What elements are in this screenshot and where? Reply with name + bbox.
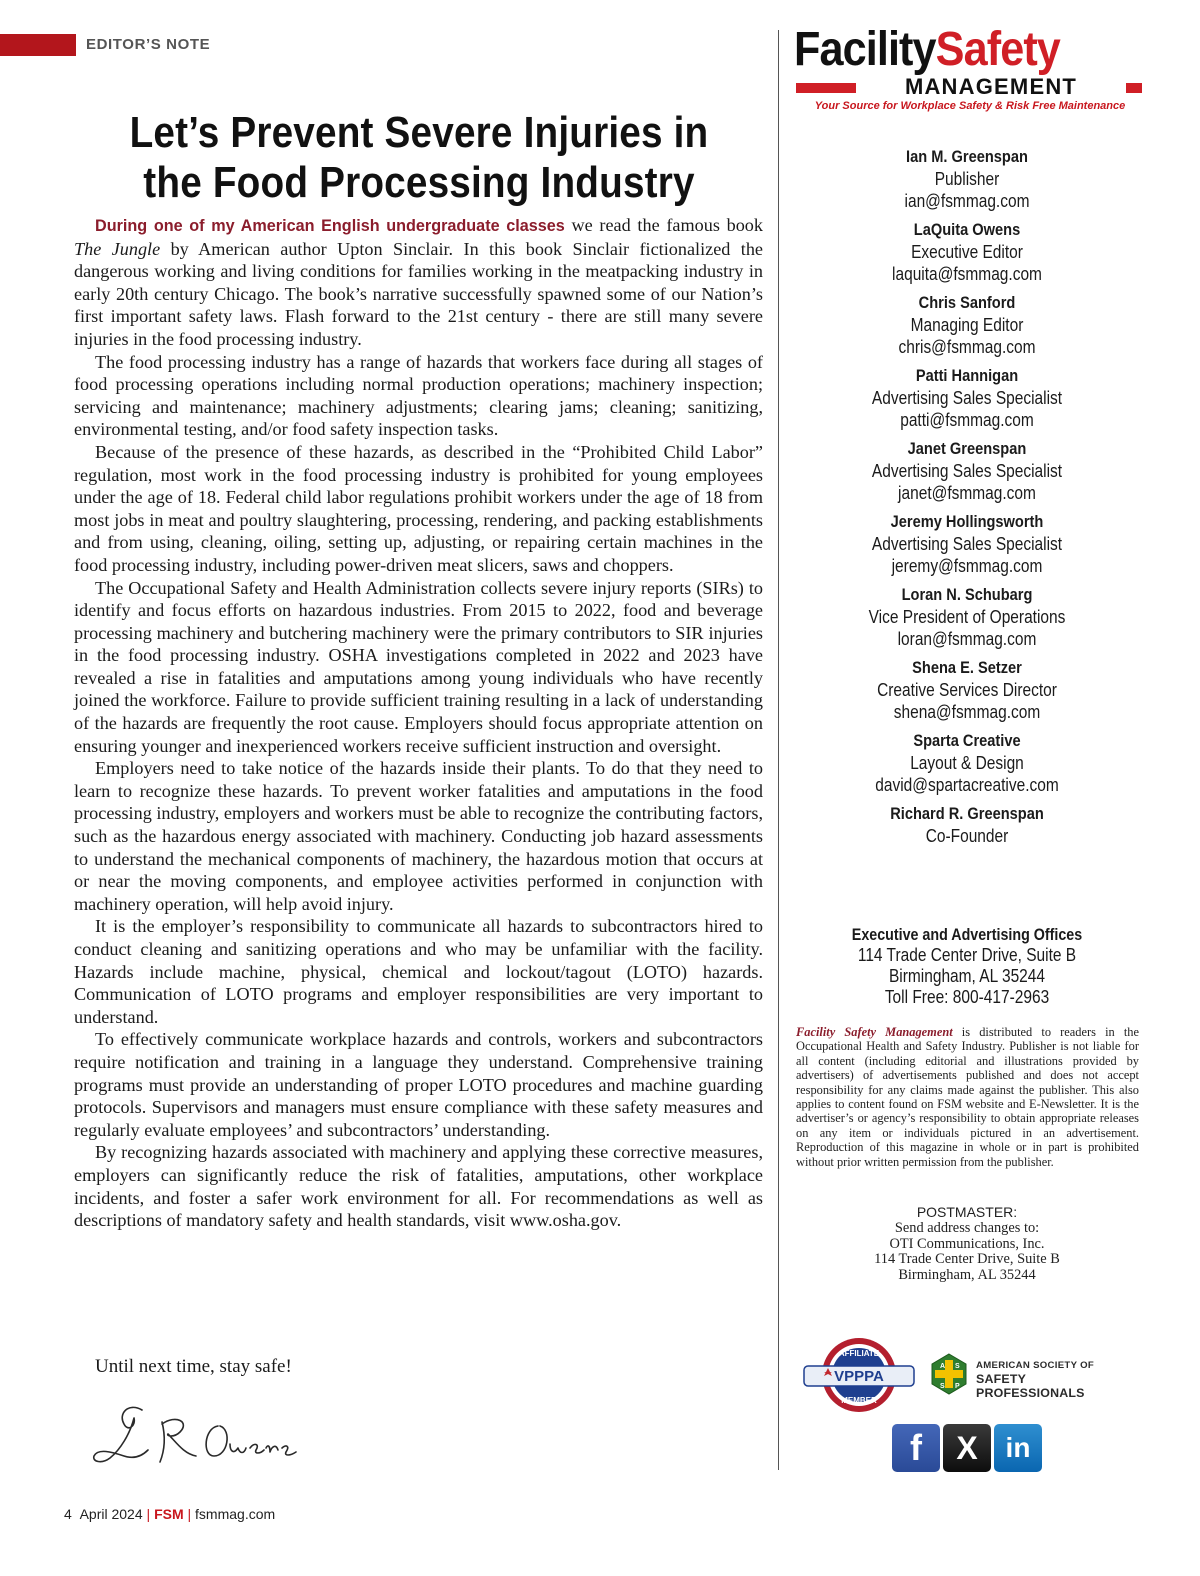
book-title: The Jungle	[74, 238, 161, 259]
masthead-logo	[790, 22, 1150, 114]
staff-entry	[840, 438, 1094, 504]
staff-title: Creative Services Director	[877, 680, 1057, 700]
assp-logo	[928, 1352, 1138, 1400]
postmaster-block	[800, 1203, 1134, 1283]
staff-title: Advertising Sales Specialist	[871, 461, 1063, 481]
logo-word-management: MANAGEMENT	[904, 74, 1078, 99]
staff-entry	[840, 803, 1094, 847]
staff-name: LaQuita Owens	[913, 220, 1021, 239]
staff-email[interactable]: laquita@fsmmag.com	[892, 264, 1042, 284]
staff-entry	[840, 730, 1094, 796]
svg-text:S: S	[940, 1383, 945, 1390]
postmaster-line: Birmingham, AL 35244	[898, 1266, 1036, 1283]
publication-name: Facility Safety Management	[796, 1025, 953, 1039]
offices-address-line: Birmingham, AL 35244	[888, 966, 1046, 986]
postmaster-line: 114 Trade Center Drive, Suite B	[874, 1251, 1060, 1268]
article-paragraph: To effectively communicate workplace hazards and controls, workers and subcontractors require notification and training in a language they understand. Comprehensive training programs must provide an understanding of proper LOTO procedures and machine guarding protocols. Supervisors and managers must ensure compliance with these safety measures and regularly evaluate employees’ and subcontractors’ understanding.	[74, 1029, 763, 1140]
x-twitter-icon[interactable]: X	[943, 1424, 991, 1472]
vpppa-affiliate-badge	[802, 1336, 916, 1414]
headline-line-2: the Food Processing Industry	[143, 158, 695, 207]
staff-email[interactable]: patti@fsmmag.com	[900, 410, 1034, 430]
article-paragraph	[74, 214, 763, 351]
offices-title: Executive and Advertising Offices	[851, 925, 1083, 944]
sign-off: Until next time, stay safe!	[95, 1356, 292, 1377]
staff-name: Patti Hannigan	[915, 366, 1019, 385]
staff-title: Executive Editor	[911, 242, 1023, 262]
footer-brand: FSM	[154, 1506, 184, 1522]
svg-text:AFFILIATE: AFFILIATE	[838, 1349, 880, 1358]
staff-entry	[840, 219, 1094, 285]
staff-email[interactable]: shena@fsmmag.com	[893, 702, 1041, 722]
staff-email[interactable]: loran@fsmmag.com	[897, 629, 1037, 649]
staff-email[interactable]: jeremy@fsmmag.com	[891, 556, 1043, 576]
footer-website: fsmmag.com	[195, 1506, 276, 1522]
staff-entry	[840, 584, 1094, 650]
staff-title: Publisher	[934, 169, 1000, 189]
staff-name: Richard R. Greenspan	[890, 804, 1044, 823]
svg-text:S: S	[955, 1363, 960, 1370]
staff-title: Advertising Sales Specialist	[871, 534, 1063, 554]
article-headline	[115, 108, 722, 208]
assp-wordmark	[976, 1360, 1138, 1400]
logo-rule	[1126, 83, 1142, 93]
staff-name: Janet Greenspan	[907, 439, 1027, 458]
staff-name: Chris Sanford	[918, 293, 1016, 312]
article-paragraph: By recognizing hazards associated with machinery and applying these corrective measures, employers can significantly reduce the risk of fatalities, amputations, other workplace incidents, and foster a safer work environment for all. For recommendations as well as descriptions of mandatory safety and health standards, visit www.osha.gov.	[74, 1142, 763, 1231]
handwritten-signature	[84, 1392, 314, 1478]
page-footer	[64, 1506, 275, 1522]
staff-title: Co-Founder	[925, 826, 1009, 846]
staff-title: Managing Editor	[910, 315, 1024, 335]
page-number: 4	[64, 1506, 72, 1522]
staff-entry	[840, 511, 1094, 577]
svg-text:A: A	[940, 1363, 946, 1370]
staff-name: Ian M. Greenspan	[906, 147, 1028, 166]
issue-year: 2024	[111, 1506, 143, 1522]
facebook-icon[interactable]: f	[892, 1424, 940, 1472]
staff-name: Loran N. Schubarg	[901, 585, 1033, 604]
logo-word-facility: Facility	[794, 23, 936, 76]
headline-line-1: Let’s Prevent Severe Injuries in	[129, 108, 709, 157]
logo-tagline: Your Source for Workplace Safety & Risk Free Maintenance	[814, 100, 1126, 112]
issue-month: April	[79, 1506, 108, 1522]
article-text: by American author Upton Sinclair. In this book Sinclair fictionalized the dangerous working and living conditions for families working in the meatpacking industry in early 20th century Chicago. The book’s narrative successfully spawned some of our Nation’s first important safety laws. Flash forward to the 21st century - there are still many severe injuries in the food processing industry.	[74, 238, 763, 349]
staff-entry	[840, 365, 1094, 431]
staff-email[interactable]: david@spartacreative.com	[875, 775, 1059, 795]
staff-email[interactable]: ian@fsmmag.com	[904, 191, 1030, 211]
article-text: we read the famous book	[564, 215, 763, 235]
postmaster-line: Send address changes to:	[894, 1220, 1040, 1236]
footer-separator: |	[146, 1506, 151, 1522]
column-divider	[778, 30, 779, 1470]
social-links	[892, 1424, 1042, 1472]
postmaster-title: POSTMASTER:	[916, 1204, 1018, 1220]
offices-block	[820, 924, 1114, 1008]
article-paragraph: Because of the presence of these hazards, as described in the “Prohibited Child Labor” regulation, most work in the food processing industry is prohibited for young employees under the age of 18. Federal child labor regulations prohibit workers under the age of 18 from most jobs in meat and poultry slaughtering, processing, rendering, and packing establishments and from using, cleaning, oiling, setting up, adjusting, or repairing certain machines in the food processing industry, including power-driven meat slicers, saws and choppers.	[74, 441, 763, 575]
logo-rule	[796, 83, 856, 93]
svg-text:P: P	[955, 1383, 960, 1390]
article-paragraph: The Occupational Safety and Health Administration collects severe injury reports (SIRs) to identify and focus efforts on hazardous industries. From 2015 to 2022, food and beverage processing machinery and butchering machinery were the primary contributors to SIR injuries in the food processing industry. OSHA investigations completed in 2022 and 2023 have revealed a rise in fatalities and amputations among young individuals who have recently joined the workforce. Failure to provide sufficient training resulting in a lack of understanding of the hazards are frequently the root cause. Employers should focus appropriate attention on ensuring younger and inexperienced workers receive sufficient instruction and oversight.	[74, 577, 763, 756]
staff-title: Advertising Sales Specialist	[871, 388, 1063, 408]
postmaster-line: OTI Communications, Inc.	[889, 1235, 1045, 1252]
staff-entry	[840, 292, 1094, 358]
article-paragraph: Employers need to take notice of the hazards inside their plants. To do that they need to learn to recognize these hazards. To prevent worker fatalities and amputations in the food processing industry, employers and workers must be able to recognize the contributing factors, such as the hazardous energy associated with machinery. Conducting job hazard assessments to understand the mechanical components of machinery, the hazardous motion that occurs at or near the moving components, and employee activities performed in conjunction with machinery operation, will help avoid injury.	[74, 758, 763, 914]
staff-title: Vice President of Operations	[868, 607, 1066, 627]
vpppa-label: VPPPA	[834, 1368, 884, 1385]
offices-phone: Toll Free: 800-417-2963	[884, 987, 1050, 1007]
offices-address-line: 114 Trade Center Drive, Suite B	[857, 945, 1077, 965]
staff-entry	[840, 146, 1094, 212]
article-body	[74, 214, 763, 1232]
staff-entry	[840, 657, 1094, 723]
logo-management-row	[796, 76, 1142, 98]
section-accent-bar	[0, 34, 76, 56]
article-paragraph: The food processing industry has a range of hazards that workers face during all stages of food processing operations including normal production operations; machinery inspection; servicing and maintenance; machinery adjustments; clearing jams; cleaning; sanitizing, environmental testing, and/or food safety inspection tasks.	[74, 351, 763, 440]
section-label: EDITOR’S NOTE	[86, 36, 211, 53]
publisher-disclaimer	[796, 1025, 1139, 1169]
svg-text:MEMBER: MEMBER	[841, 1396, 877, 1405]
staff-name: Sparta Creative	[913, 731, 1021, 750]
article-paragraph: It is the employer’s responsibility to communicate all hazards to subcontractors hired to conduct cleaning and sanitizing operations and who may be unfamiliar with the facility. Hazards include machine, physical, chemical and lockout/tagout (LOTO) hazards. Communication of LOTO programs and employer responsibilities are very important to understand.	[74, 916, 763, 1027]
article-lead-in: During one of my American English undergraduate classes	[95, 217, 565, 235]
staff-title: Layout & Design	[910, 753, 1024, 773]
staff-name: Jeremy Hollingsworth	[890, 512, 1044, 531]
staff-email[interactable]: chris@fsmmag.com	[898, 337, 1036, 357]
assp-mark-icon	[928, 1352, 970, 1396]
staff-name: Shena E. Setzer	[912, 658, 1022, 677]
linkedin-icon[interactable]: in	[994, 1424, 1042, 1472]
disclaimer-text: is distributed to readers in the Occupational Health and Safety Industry. Publisher is not liable for all content (including editorial and illustrations provided by advertisers) of advertisements published and does not accept responsibility for any claims made against the publisher. This also applies to content found on FSM website and E-Newsletter. It is the advertiser’s or agency’s responsibility to obtain appropriate releases on any item or individuals pictured in an advertisement. Reproduction of this magazine in whole or in part is prohibited without prior written permission from the publisher.	[796, 1025, 1140, 1169]
assp-line-1: AMERICAN SOCIETY OF	[976, 1360, 1094, 1371]
staff-list	[840, 146, 1094, 854]
assp-line-2: SAFETY PROFESSIONALS	[976, 1372, 1085, 1400]
logo-wordmark	[794, 22, 1060, 77]
logo-word-safety: Safety	[935, 23, 1060, 76]
staff-email[interactable]: janet@fsmmag.com	[898, 483, 1036, 503]
footer-separator: |	[187, 1506, 192, 1522]
